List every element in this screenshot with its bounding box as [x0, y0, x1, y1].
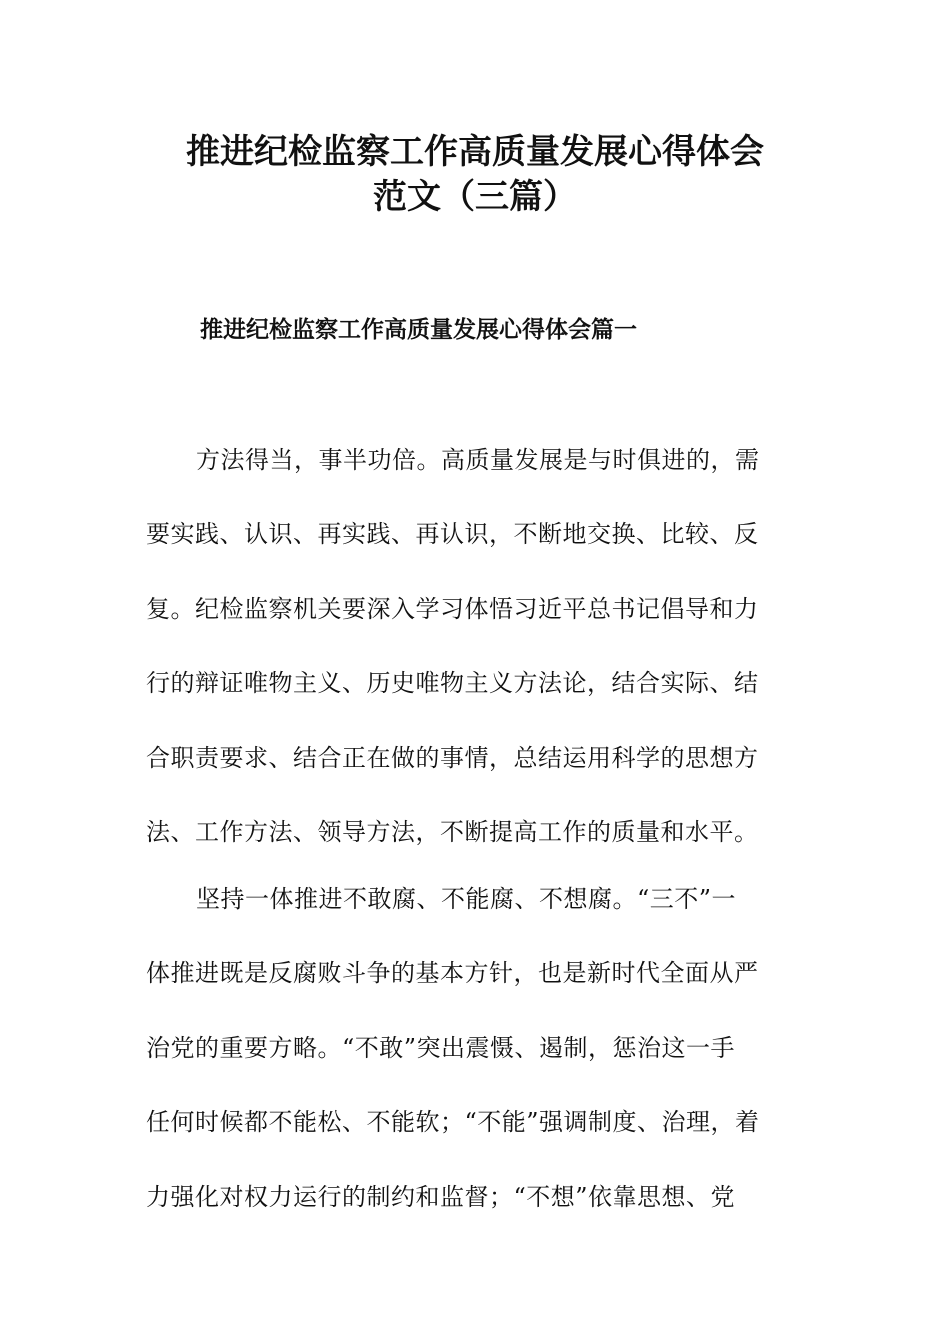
body-line: 复。纪检监察机关要深入学习体悟习近平总书记倡导和力 — [146, 595, 759, 623]
section-heading: 推进纪检监察工作高质量发展心得体会篇一 — [200, 316, 637, 343]
document-title-line-2: 范文（三篇） — [373, 177, 577, 217]
body-line: 力强化对权力运行的制约和监督；“不想”依靠思想、党 — [146, 1183, 736, 1211]
body-line: 合职责要求、结合正在做的事情，总结运用科学的思想方 — [146, 744, 759, 772]
body-line: 行的辩证唯物主义、历史唯物主义方法论，结合实际、结 — [146, 669, 759, 697]
body-line: 体推进既是反腐败斗争的基本方针，也是新时代全面从严 — [146, 959, 759, 987]
body-line: 任何时候都不能松、不能软；“不能”强调制度、治理，着 — [146, 1108, 760, 1136]
body-line: 治党的重要方略。“不敢”突出震慑、遏制，惩治这一手 — [146, 1034, 736, 1062]
body-line: 坚持一体推进不敢腐、不能腐、不想腐。“三不”一 — [196, 885, 737, 913]
body-line: 要实践、认识、再实践、再认识，不断地交换、比较、反 — [146, 520, 759, 548]
document-title-line-1: 推进纪检监察工作高质量发展心得体会 — [186, 132, 764, 172]
body-line: 方法得当，事半功倍。高质量发展是与时俱进的，需 — [196, 446, 760, 474]
body-line: 法、工作方法、领导方法，不断提高工作的质量和水平。 — [146, 818, 759, 846]
